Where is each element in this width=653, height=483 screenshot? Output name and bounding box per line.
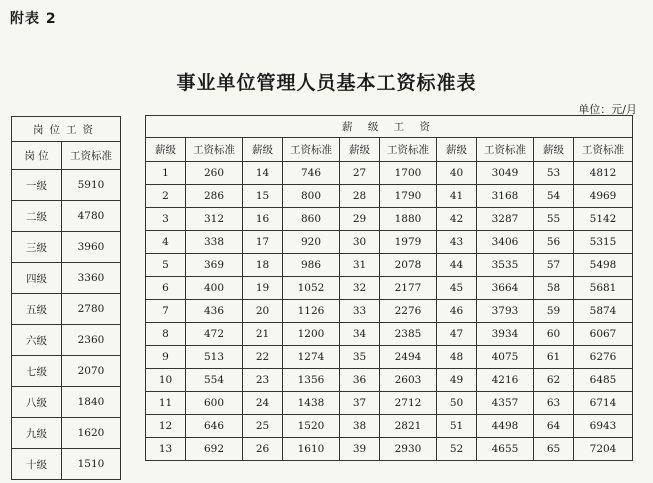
salary-grade-cell: 27 (340, 162, 380, 185)
wage-standard-column-header: 工资标准 (574, 138, 633, 162)
salary-grade-cell: 18 (243, 254, 283, 277)
salary-grade-cell: 15 (243, 185, 283, 208)
table-row (146, 162, 633, 185)
salary-wage-cell: 3168 (477, 185, 534, 208)
salary-wage-cell: 2821 (380, 415, 437, 438)
salary-wage-cell: 800 (283, 185, 340, 208)
salary-wage-cell: 1052 (283, 277, 340, 300)
salary-wage-cell: 7204 (574, 438, 633, 461)
salary-wage-cell: 1790 (380, 185, 437, 208)
salary-wage-cell: 400 (186, 277, 243, 300)
salary-grade-cell: 48 (437, 346, 477, 369)
wage-standard-column-header: 工资标准 (186, 138, 243, 162)
table-row (12, 356, 121, 387)
table-row (146, 369, 633, 392)
post-wage-cell: 2070 (62, 356, 121, 387)
salary-grade-cell: 59 (534, 300, 574, 323)
post-level-cell: 一级 (12, 170, 62, 201)
post-column-header: 岗 位 (12, 142, 62, 170)
table-row (146, 392, 633, 415)
salary-grade-table (145, 115, 633, 461)
salary-wage-cell: 6276 (574, 346, 633, 369)
salary-grade-cell: 8 (146, 323, 186, 346)
salary-grade-cell: 14 (243, 162, 283, 185)
salary-grade-cell: 39 (340, 438, 380, 461)
salary-grade-cell: 41 (437, 185, 477, 208)
salary-wage-cell: 1880 (380, 208, 437, 231)
salary-grade-cell: 36 (340, 369, 380, 392)
salary-grade-cell: 19 (243, 277, 283, 300)
table-row (146, 254, 633, 277)
salary-wage-cell: 436 (186, 300, 243, 323)
salary-grade-cell: 4 (146, 231, 186, 254)
grade-column-header: 薪级 (146, 138, 186, 162)
post-wage-cell: 1620 (62, 418, 121, 449)
salary-wage-cell: 646 (186, 415, 243, 438)
salary-wage-cell: 4357 (477, 392, 534, 415)
salary-grade-cell: 24 (243, 392, 283, 415)
salary-grade-cell: 43 (437, 231, 477, 254)
salary-grade-cell: 35 (340, 346, 380, 369)
salary-wage-cell: 6067 (574, 323, 633, 346)
table-row (146, 277, 633, 300)
salary-grade-cell: 3 (146, 208, 186, 231)
salary-grade-cell: 1 (146, 162, 186, 185)
salary-grade-cell: 50 (437, 392, 477, 415)
unit-label: 单位：元/月 (578, 103, 637, 116)
post-level-cell: 八级 (12, 387, 62, 418)
salary-grade-cell: 45 (437, 277, 477, 300)
salary-wage-cell: 4655 (477, 438, 534, 461)
salary-wage-cell: 369 (186, 254, 243, 277)
salary-grade-cell: 7 (146, 300, 186, 323)
salary-wage-cell: 5874 (574, 300, 633, 323)
salary-wage-cell: 513 (186, 346, 243, 369)
salary-grade-cell: 6 (146, 277, 186, 300)
salary-grade-cell: 49 (437, 369, 477, 392)
salary-grade-cell: 42 (437, 208, 477, 231)
table-row (12, 263, 121, 294)
salary-wage-cell: 746 (283, 162, 340, 185)
salary-wage-cell: 3664 (477, 277, 534, 300)
table-row (12, 325, 121, 356)
salary-wage-cell: 1520 (283, 415, 340, 438)
table-row (146, 208, 633, 231)
salary-grade-cell: 37 (340, 392, 380, 415)
table-row (12, 387, 121, 418)
salary-grade-cell: 52 (437, 438, 477, 461)
salary-wage-cell: 3535 (477, 254, 534, 277)
salary-grade-cell: 46 (437, 300, 477, 323)
salary-wage-cell: 1274 (283, 346, 340, 369)
post-wage-cell: 2780 (62, 294, 121, 325)
table-row (12, 170, 121, 201)
table-row (146, 346, 633, 369)
salary-wage-cell: 2930 (380, 438, 437, 461)
table-row (12, 201, 121, 232)
grade-column-header: 薪级 (340, 138, 380, 162)
salary-wage-cell: 1200 (283, 323, 340, 346)
salary-wage-cell: 4498 (477, 415, 534, 438)
post-wage-cell: 2360 (62, 325, 121, 356)
salary-wage-cell: 286 (186, 185, 243, 208)
salary-wage-cell: 2276 (380, 300, 437, 323)
salary-grade-cell: 16 (243, 208, 283, 231)
salary-grade-cell: 65 (534, 438, 574, 461)
salary-wage-cell: 3406 (477, 231, 534, 254)
page-title: 事业单位管理人员基本工资标准表 (176, 72, 477, 94)
post-level-cell: 二级 (12, 201, 62, 232)
salary-grade-cell: 23 (243, 369, 283, 392)
salary-grade-cell: 64 (534, 415, 574, 438)
salary-wage-cell: 4812 (574, 162, 633, 185)
salary-wage-cell: 5681 (574, 277, 633, 300)
salary-grade-cell: 31 (340, 254, 380, 277)
salary-wage-cell: 2177 (380, 277, 437, 300)
salary-wage-cell: 600 (186, 392, 243, 415)
table-row (146, 415, 633, 438)
salary-grade-cell: 60 (534, 323, 574, 346)
salary-grade-cell: 17 (243, 231, 283, 254)
salary-grade-cell: 32 (340, 277, 380, 300)
post-wage-cell: 5910 (62, 170, 121, 201)
salary-grade-cell: 22 (243, 346, 283, 369)
salary-wage-cell: 5315 (574, 231, 633, 254)
post-level-cell: 七级 (12, 356, 62, 387)
salary-grade-cell: 38 (340, 415, 380, 438)
grade-column-header: 薪级 (437, 138, 477, 162)
salary-wage-cell: 1126 (283, 300, 340, 323)
salary-grade-cell: 2 (146, 185, 186, 208)
salary-grade-cell: 11 (146, 392, 186, 415)
salary-wage-cell: 2385 (380, 323, 437, 346)
wage-standard-column-header: 工资标准 (283, 138, 340, 162)
salary-wage-cell: 5142 (574, 208, 633, 231)
table-row (146, 231, 633, 254)
salary-grade-header: 薪 级 工 资 (146, 116, 633, 138)
post-level-cell: 九级 (12, 418, 62, 449)
salary-grade-cell: 47 (437, 323, 477, 346)
salary-grade-cell: 54 (534, 185, 574, 208)
salary-wage-cell: 312 (186, 208, 243, 231)
salary-grade-cell: 10 (146, 369, 186, 392)
salary-wage-cell: 860 (283, 208, 340, 231)
post-wage-cell: 3960 (62, 232, 121, 263)
wage-column-header: 工资标准 (62, 142, 121, 170)
salary-wage-cell: 986 (283, 254, 340, 277)
table-row (12, 294, 121, 325)
salary-wage-cell: 1610 (283, 438, 340, 461)
salary-grade-cell: 33 (340, 300, 380, 323)
grade-column-header: 薪级 (534, 138, 574, 162)
salary-wage-cell: 1356 (283, 369, 340, 392)
salary-wage-cell: 260 (186, 162, 243, 185)
salary-wage-cell: 3287 (477, 208, 534, 231)
grade-column-header: 薪级 (243, 138, 283, 162)
salary-wage-cell: 4216 (477, 369, 534, 392)
salary-wage-cell: 692 (186, 438, 243, 461)
salary-grade-cell: 12 (146, 415, 186, 438)
salary-grade-cell: 57 (534, 254, 574, 277)
salary-wage-cell: 1979 (380, 231, 437, 254)
table-row (146, 185, 633, 208)
table-row (146, 438, 633, 461)
post-wage-cell: 3360 (62, 263, 121, 294)
salary-wage-cell: 5498 (574, 254, 633, 277)
salary-wage-cell: 3934 (477, 323, 534, 346)
annex-label: 附表 2 (10, 11, 57, 27)
salary-wage-cell: 1700 (380, 162, 437, 185)
salary-wage-cell: 3793 (477, 300, 534, 323)
salary-wage-cell: 6485 (574, 369, 633, 392)
salary-wage-cell: 6714 (574, 392, 633, 415)
post-wage-cell: 4780 (62, 201, 121, 232)
table-row (12, 449, 121, 480)
salary-grade-cell: 40 (437, 162, 477, 185)
salary-grade-cell: 30 (340, 231, 380, 254)
salary-grade-cell: 44 (437, 254, 477, 277)
post-level-cell: 四级 (12, 263, 62, 294)
salary-grade-cell: 20 (243, 300, 283, 323)
table-row (12, 418, 121, 449)
salary-wage-cell: 920 (283, 231, 340, 254)
salary-grade-cell: 28 (340, 185, 380, 208)
salary-grade-cell: 53 (534, 162, 574, 185)
salary-grade-cell: 63 (534, 392, 574, 415)
salary-wage-cell: 4075 (477, 346, 534, 369)
salary-grade-cell: 25 (243, 415, 283, 438)
salary-grade-cell: 5 (146, 254, 186, 277)
post-level-cell: 十级 (12, 449, 62, 480)
salary-wage-cell: 2712 (380, 392, 437, 415)
post-wage-cell: 1840 (62, 387, 121, 418)
post-wage-header: 岗位工资 (12, 117, 121, 142)
salary-wage-cell: 2078 (380, 254, 437, 277)
salary-grade-cell: 56 (534, 231, 574, 254)
post-wage-table (11, 116, 121, 480)
salary-grade-cell: 51 (437, 415, 477, 438)
table-row (146, 300, 633, 323)
salary-grade-cell: 21 (243, 323, 283, 346)
salary-wage-cell: 3049 (477, 162, 534, 185)
salary-grade-cell: 29 (340, 208, 380, 231)
table-row (146, 323, 633, 346)
post-level-cell: 三级 (12, 232, 62, 263)
salary-grade-cell: 61 (534, 346, 574, 369)
salary-grade-cell: 34 (340, 323, 380, 346)
post-level-cell: 六级 (12, 325, 62, 356)
salary-wage-cell: 338 (186, 231, 243, 254)
salary-wage-cell: 1438 (283, 392, 340, 415)
salary-grade-cell: 62 (534, 369, 574, 392)
salary-grade-cell: 26 (243, 438, 283, 461)
salary-grade-cell: 9 (146, 346, 186, 369)
salary-wage-cell: 2603 (380, 369, 437, 392)
salary-wage-cell: 554 (186, 369, 243, 392)
wage-standard-column-header: 工资标准 (380, 138, 437, 162)
salary-wage-cell: 472 (186, 323, 243, 346)
salary-grade-cell: 55 (534, 208, 574, 231)
salary-wage-cell: 4969 (574, 185, 633, 208)
table-row (12, 232, 121, 263)
post-level-cell: 五级 (12, 294, 62, 325)
wage-standard-column-header: 工资标准 (477, 138, 534, 162)
salary-grade-cell: 13 (146, 438, 186, 461)
post-wage-cell: 1510 (62, 449, 121, 480)
salary-wage-cell: 6943 (574, 415, 633, 438)
salary-wage-cell: 2494 (380, 346, 437, 369)
salary-grade-cell: 58 (534, 277, 574, 300)
